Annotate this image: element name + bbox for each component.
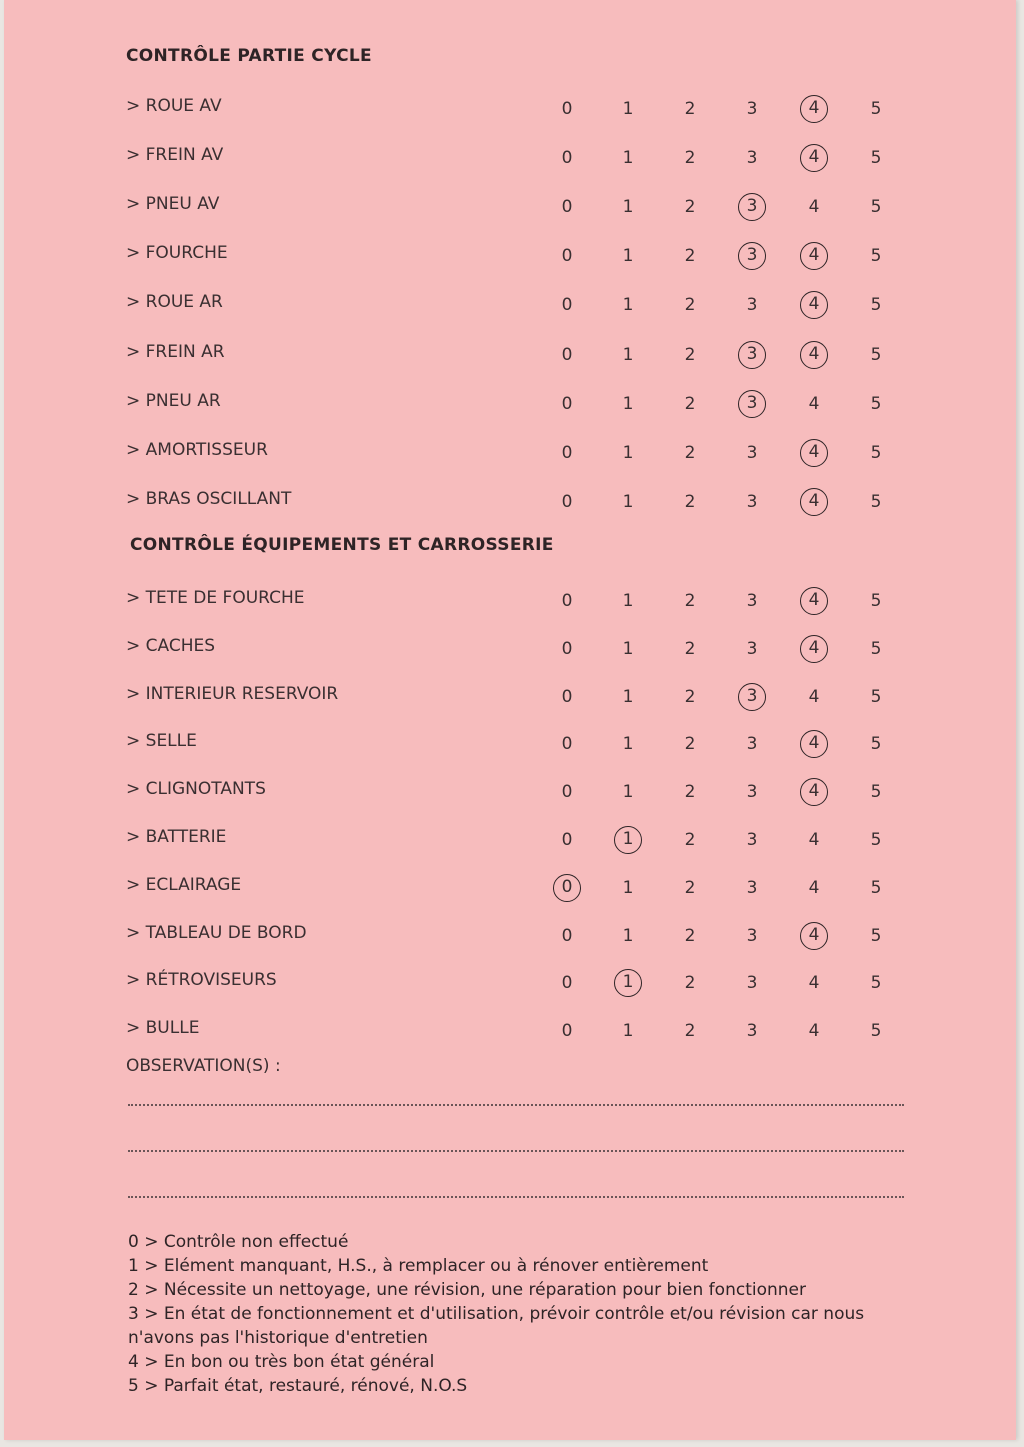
score-option-0[interactable]: 0 xyxy=(561,393,573,414)
score-option-2[interactable]: 2 xyxy=(684,1021,696,1042)
score-option-4[interactable]: 4 xyxy=(800,922,828,950)
score-option-3[interactable]: 3 xyxy=(746,782,758,803)
score-option-3[interactable]: 3 xyxy=(746,925,758,946)
score-option-5[interactable]: 5 xyxy=(870,830,882,850)
score-option-1[interactable]: 1 xyxy=(622,491,634,512)
score-option-5[interactable]: 5 xyxy=(870,638,882,659)
score-option-3[interactable]: 3 xyxy=(738,242,766,270)
score-option-1[interactable]: 1 xyxy=(622,925,634,946)
score-option-4[interactable]: 4 xyxy=(800,439,828,467)
checklist-row xyxy=(4,292,1016,328)
score-option-5[interactable]: 5 xyxy=(870,246,882,267)
score-option-2[interactable]: 2 xyxy=(684,686,696,707)
score-option-5[interactable]: 5 xyxy=(870,1021,882,1042)
score-option-5[interactable]: 5 xyxy=(870,442,882,463)
score-option-0[interactable]: 0 xyxy=(561,734,573,755)
score-option-4[interactable]: 4 xyxy=(800,95,828,123)
score-option-1[interactable]: 1 xyxy=(622,591,634,611)
score-option-5[interactable]: 5 xyxy=(870,686,882,707)
score-option-2[interactable]: 2 xyxy=(684,393,696,414)
score-option-5[interactable]: 5 xyxy=(870,973,882,994)
score-option-0[interactable]: 0 xyxy=(561,442,573,463)
score-option-2[interactable]: 2 xyxy=(684,925,696,946)
checklist-row xyxy=(4,827,1016,863)
observation-line[interactable] xyxy=(128,1196,904,1198)
score-option-2[interactable]: 2 xyxy=(684,246,696,267)
checklist-row xyxy=(4,588,1016,624)
checklist-row xyxy=(4,970,1016,1006)
score-option-4[interactable]: 4 xyxy=(808,973,820,994)
score-option-2[interactable]: 2 xyxy=(684,782,696,803)
score-option-3[interactable]: 3 xyxy=(746,638,758,659)
row-label: > FOURCHE xyxy=(126,243,228,264)
legend-item-2: 2 > Nécessite un nettoyage, une révision, une réparation pour bien fonctionner xyxy=(128,1280,806,1300)
score-option-2[interactable]: 2 xyxy=(684,591,696,611)
score-option-1[interactable]: 1 xyxy=(622,638,634,659)
score-option-0[interactable]: 0 xyxy=(561,1021,573,1042)
score-option-2[interactable]: 2 xyxy=(684,442,696,463)
score-option-2[interactable]: 2 xyxy=(684,830,696,850)
score-option-4[interactable]: 4 xyxy=(800,242,828,270)
checklist-row xyxy=(4,779,1016,815)
legend-item-1: 1 > Elément manquant, H.S., à remplacer ou à rénover entièrement xyxy=(128,1256,709,1276)
score-option-1[interactable]: 1 xyxy=(622,246,634,267)
score-option-1[interactable]: 1 xyxy=(622,877,634,898)
score-option-0[interactable]: 0 xyxy=(561,148,573,169)
score-option-2[interactable]: 2 xyxy=(684,344,696,365)
score-option-4[interactable]: 4 xyxy=(808,686,820,707)
score-option-2[interactable]: 2 xyxy=(684,197,696,218)
score-option-2[interactable]: 2 xyxy=(684,99,696,119)
score-option-4[interactable]: 4 xyxy=(800,635,828,663)
score-option-5[interactable]: 5 xyxy=(870,925,882,946)
score-option-2[interactable]: 2 xyxy=(684,734,696,755)
score-option-0[interactable]: 0 xyxy=(561,491,573,512)
score-option-5[interactable]: 5 xyxy=(870,344,882,365)
score-option-4[interactable]: 4 xyxy=(800,291,828,319)
legend-item-5: 5 > Parfait état, restauré, rénové, N.O.S xyxy=(128,1376,468,1396)
row-label: > TETE DE FOURCHE xyxy=(126,588,305,608)
score-option-4[interactable]: 4 xyxy=(808,1021,820,1042)
score-option-0[interactable]: 0 xyxy=(561,99,573,119)
score-option-5[interactable]: 5 xyxy=(870,782,882,803)
legend-item-4: 4 > En bon ou très bon état général xyxy=(128,1352,435,1372)
checklist-row xyxy=(4,874,1016,911)
row-label: > ROUE AV xyxy=(126,96,222,116)
row-label: > PNEU AV xyxy=(126,194,220,215)
score-option-4[interactable]: 4 xyxy=(808,197,820,218)
row-label: > INTERIEUR RESERVOIR xyxy=(126,683,339,704)
score-option-3[interactable]: 3 xyxy=(746,591,758,611)
score-option-1[interactable]: 1 xyxy=(622,782,634,803)
score-option-5[interactable]: 5 xyxy=(870,491,882,512)
score-option-4[interactable]: 4 xyxy=(808,830,820,850)
score-option-1[interactable]: 1 xyxy=(622,99,634,119)
row-label: > SELLE xyxy=(126,731,197,752)
row-label: > BATTERIE xyxy=(126,827,227,847)
row-label: > BULLE xyxy=(126,1018,200,1039)
score-option-1[interactable]: 1 xyxy=(614,826,642,854)
score-option-3[interactable]: 3 xyxy=(738,193,766,221)
score-option-5[interactable]: 5 xyxy=(870,734,882,755)
score-option-3[interactable]: 3 xyxy=(746,830,758,850)
score-option-5[interactable]: 5 xyxy=(870,99,882,119)
score-option-3[interactable]: 3 xyxy=(746,442,758,463)
score-option-3[interactable]: 3 xyxy=(746,148,758,169)
observation-line[interactable] xyxy=(128,1150,904,1152)
checklist-row xyxy=(4,635,1016,672)
checklist-row xyxy=(4,731,1016,767)
section-title-partie-cycle: CONTRÔLE PARTIE CYCLE xyxy=(126,46,372,66)
score-option-0[interactable]: 0 xyxy=(561,344,573,365)
score-option-3[interactable]: 3 xyxy=(746,295,758,316)
row-label: > CACHES xyxy=(126,635,216,656)
score-option-0[interactable]: 0 xyxy=(561,782,573,803)
score-option-0[interactable]: 0 xyxy=(561,197,573,218)
score-option-1[interactable]: 1 xyxy=(614,969,642,997)
score-option-4[interactable]: 4 xyxy=(800,587,828,615)
score-option-4[interactable]: 4 xyxy=(800,778,828,806)
score-option-2[interactable]: 2 xyxy=(684,877,696,898)
checklist-row xyxy=(4,341,1016,378)
score-option-1[interactable]: 1 xyxy=(622,344,634,365)
score-option-0[interactable]: 0 xyxy=(561,925,573,946)
score-option-0[interactable]: 0 xyxy=(561,591,573,611)
score-option-4[interactable]: 4 xyxy=(808,877,820,898)
row-label: > ROUE AR xyxy=(126,292,223,313)
row-label: > RÉTROVISEURS xyxy=(126,970,277,991)
score-option-2[interactable]: 2 xyxy=(684,148,696,169)
score-option-2[interactable]: 2 xyxy=(684,973,696,994)
score-option-3[interactable]: 3 xyxy=(746,973,758,994)
score-option-1[interactable]: 1 xyxy=(622,442,634,463)
observations-label: OBSERVATION(S) : xyxy=(126,1056,281,1076)
score-option-4[interactable]: 4 xyxy=(800,341,828,369)
legend xyxy=(128,1230,908,1398)
score-option-1[interactable]: 1 xyxy=(622,734,634,755)
legend-item-3: 3 > En état de fonctionnement et d'utilisation, prévoir contrôle et/ou révision car nous n'avons pas l'historique d'entretien xyxy=(128,1304,865,1348)
score-option-5[interactable]: 5 xyxy=(870,148,882,169)
row-label: > ECLAIRAGE xyxy=(126,874,242,895)
legend-item-0: 0 > Contrôle non effectué xyxy=(128,1232,349,1252)
score-option-1[interactable]: 1 xyxy=(622,393,634,414)
score-option-4[interactable]: 4 xyxy=(800,730,828,758)
score-option-5[interactable]: 5 xyxy=(870,877,882,898)
checklist-row xyxy=(4,683,1016,720)
score-option-0[interactable]: 0 xyxy=(561,973,573,994)
score-option-0[interactable]: 0 xyxy=(561,246,573,267)
score-option-2[interactable]: 2 xyxy=(684,491,696,512)
score-option-3[interactable]: 3 xyxy=(738,341,766,369)
score-option-5[interactable]: 5 xyxy=(870,197,882,218)
row-label: > FREIN AV xyxy=(126,145,224,166)
checklist-row xyxy=(4,1018,1016,1054)
score-option-3[interactable]: 3 xyxy=(746,99,758,119)
score-option-0[interactable]: 0 xyxy=(561,295,573,316)
score-option-4[interactable]: 4 xyxy=(800,144,828,172)
score-option-1[interactable]: 1 xyxy=(622,148,634,169)
score-option-0[interactable]: 0 xyxy=(553,874,581,902)
score-option-2[interactable]: 2 xyxy=(684,638,696,659)
score-option-3[interactable]: 3 xyxy=(746,734,758,755)
score-option-1[interactable]: 1 xyxy=(622,686,634,707)
checklist-row xyxy=(4,194,1016,230)
checklist-row xyxy=(4,439,1016,476)
section-title-equipements: CONTRÔLE ÉQUIPEMENTS ET CARROSSERIE xyxy=(130,535,554,555)
row-label: > CLIGNOTANTS xyxy=(126,779,266,800)
score-option-4[interactable]: 4 xyxy=(808,393,820,414)
score-option-3[interactable]: 3 xyxy=(746,877,758,898)
checklist-row xyxy=(4,922,1016,959)
score-option-1[interactable]: 1 xyxy=(622,295,634,316)
checklist-row xyxy=(4,145,1016,181)
score-option-1[interactable]: 1 xyxy=(622,1021,634,1042)
checklist-row xyxy=(4,390,1016,427)
row-label: > BRAS OSCILLANT xyxy=(126,488,292,509)
score-option-3[interactable]: 3 xyxy=(738,390,766,418)
score-option-3[interactable]: 3 xyxy=(738,683,766,711)
score-option-5[interactable]: 5 xyxy=(870,295,882,316)
row-label: > TABLEAU DE BORD xyxy=(126,922,307,943)
score-option-2[interactable]: 2 xyxy=(684,295,696,316)
checklist-row xyxy=(4,243,1016,279)
row-label: > FREIN AR xyxy=(126,341,225,362)
score-option-0[interactable]: 0 xyxy=(561,638,573,659)
observation-line[interactable] xyxy=(128,1104,904,1106)
checklist-sheet xyxy=(4,0,1016,1440)
score-option-0[interactable]: 0 xyxy=(561,830,573,850)
score-option-4[interactable]: 4 xyxy=(800,488,828,516)
checklist-row xyxy=(4,96,1016,132)
score-option-3[interactable]: 3 xyxy=(746,1021,758,1042)
score-option-0[interactable]: 0 xyxy=(561,686,573,707)
score-option-1[interactable]: 1 xyxy=(622,197,634,218)
score-option-3[interactable]: 3 xyxy=(746,491,758,512)
score-option-5[interactable]: 5 xyxy=(870,393,882,414)
checklist-row xyxy=(4,488,1016,525)
score-option-5[interactable]: 5 xyxy=(870,591,882,611)
row-label: > AMORTISSEUR xyxy=(126,439,268,460)
row-label: > PNEU AR xyxy=(126,390,221,411)
